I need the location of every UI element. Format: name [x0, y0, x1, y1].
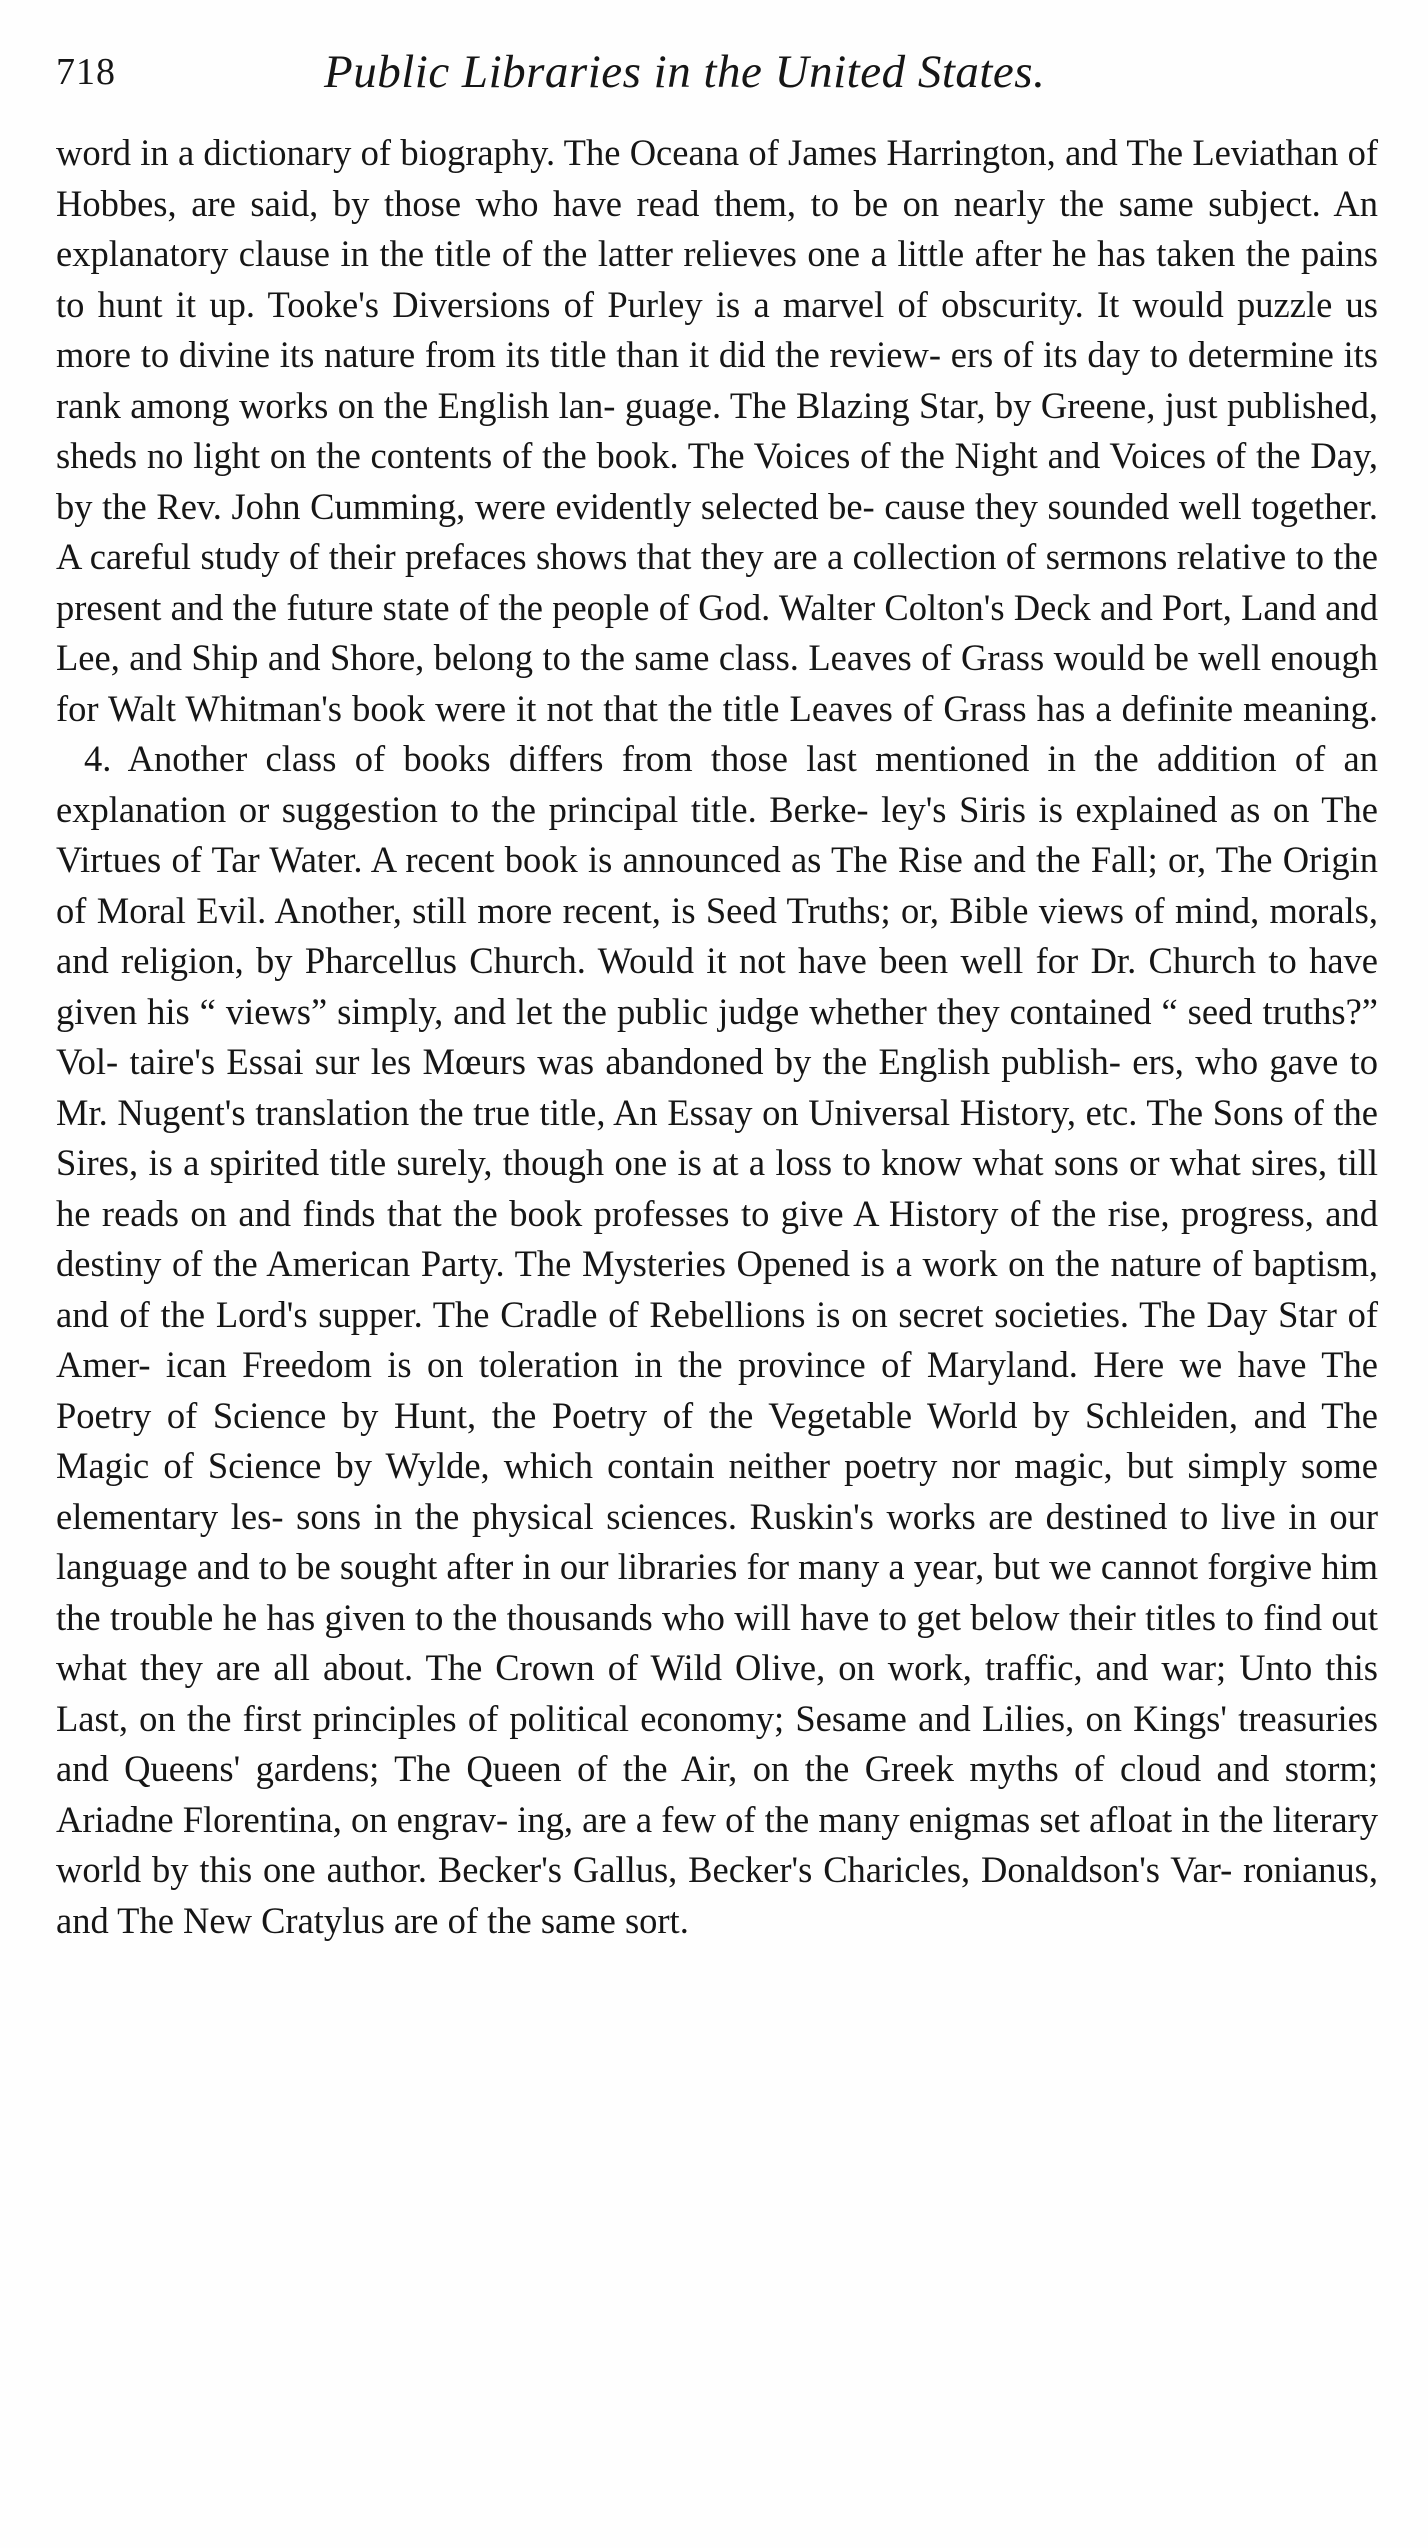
- body-text: [56, 128, 1378, 1946]
- paragraph-continued: word in a dictionary of biography. The Oceana of James Harrington, and The Leviathan of Hobbes, are said, by those who have read them, to be on nearly the same subject. An explanatory clause in the title of the latter relieves one a little after he has taken the pains to hunt it up. Tooke's Diversions of Purley is a marvel of obscurity. It would puzzle us more to divine its nature from its title than it did the review- ers of its day to determine its rank among works on the English lan- guage. The Blazing Star, by Greene, just published, sheds no light on the contents of the book. The Voices of the Night and Voices of the Day, by the Rev. John Cumming, were evidently selected be- cause they sounded well together. A careful study of their prefaces shows that they are a collection of sermons relative to the present and the future state of the people of God. Walter Colton's Deck and Port, Land and Lee, and Ship and Shore, belong to the same class. Leaves of Grass would be well enough for Walt Whitman's book were it not that the title Leaves of Grass has a definite meaning.: [56, 132, 1378, 729]
- paragraph-4: 4. Another class of books differs from those last mentioned in the addition of an explanation or suggestion to the principal title. Berke- ley's Siris is explained as on The Virtues of Tar Water. A recent book is announced as The Rise and the Fall; or, The Origin of Moral Evil. Another, still more recent, is Seed Truths; or, Bible views of mind, morals, and religion, by Pharcellus Church. Would it not have been well for Dr. Church to have given his “ views” simply, and let the public judge whether they contained “ seed truths?” Vol- taire's Essai sur les Mœurs was abandoned by the English publish- ers, who gave to Mr. Nugent's translation the true title, An Essay on Universal History, etc. The Sons of the Sires, is a spirited title surely, though one is at a loss to know what sons or what sires, till he reads on and finds that the book professes to give A History of the rise, progress, and destiny of the American Party. The Mysteries Opened is a work on the nature of baptism, and of the Lord's supper. The Cradle of Rebellions is on secret societies. The Day Star of Amer- ican Freedom is on toleration in the province of Maryland. Here we have The Poetry of Science by Hunt, the Poetry of the Vegetable World by Schleiden, and The Magic of Science by Wylde, which contain neither poetry nor magic, but simply some elementary les- sons in the physical sciences. Ruskin's works are destined to live in our language and to be sought after in our libraries for many a year, but we cannot forgive him the trouble he has given to the thousands who will have to get below their titles to find out what they are all about. The Crown of Wild Olive, on work, traffic, and war; Unto this Last, on the first principles of political economy; Sesame and Lilies, on Kings' treasuries and Queens' gardens; The Queen of the Air, on the Greek myths of cloud and storm; Ariadne Florentina, on engrav- ing, are a few of the many enigmas set afloat in the literary world by this one author. Becker's Gallus, Becker's Charicles, Donaldson's Var- ronianus, and The New Cratylus are of the same sort.: [56, 738, 1378, 1941]
- page-number: 718: [56, 51, 116, 93]
- running-head: [56, 44, 1392, 100]
- running-title: Public Libraries in the United States.: [324, 46, 1046, 98]
